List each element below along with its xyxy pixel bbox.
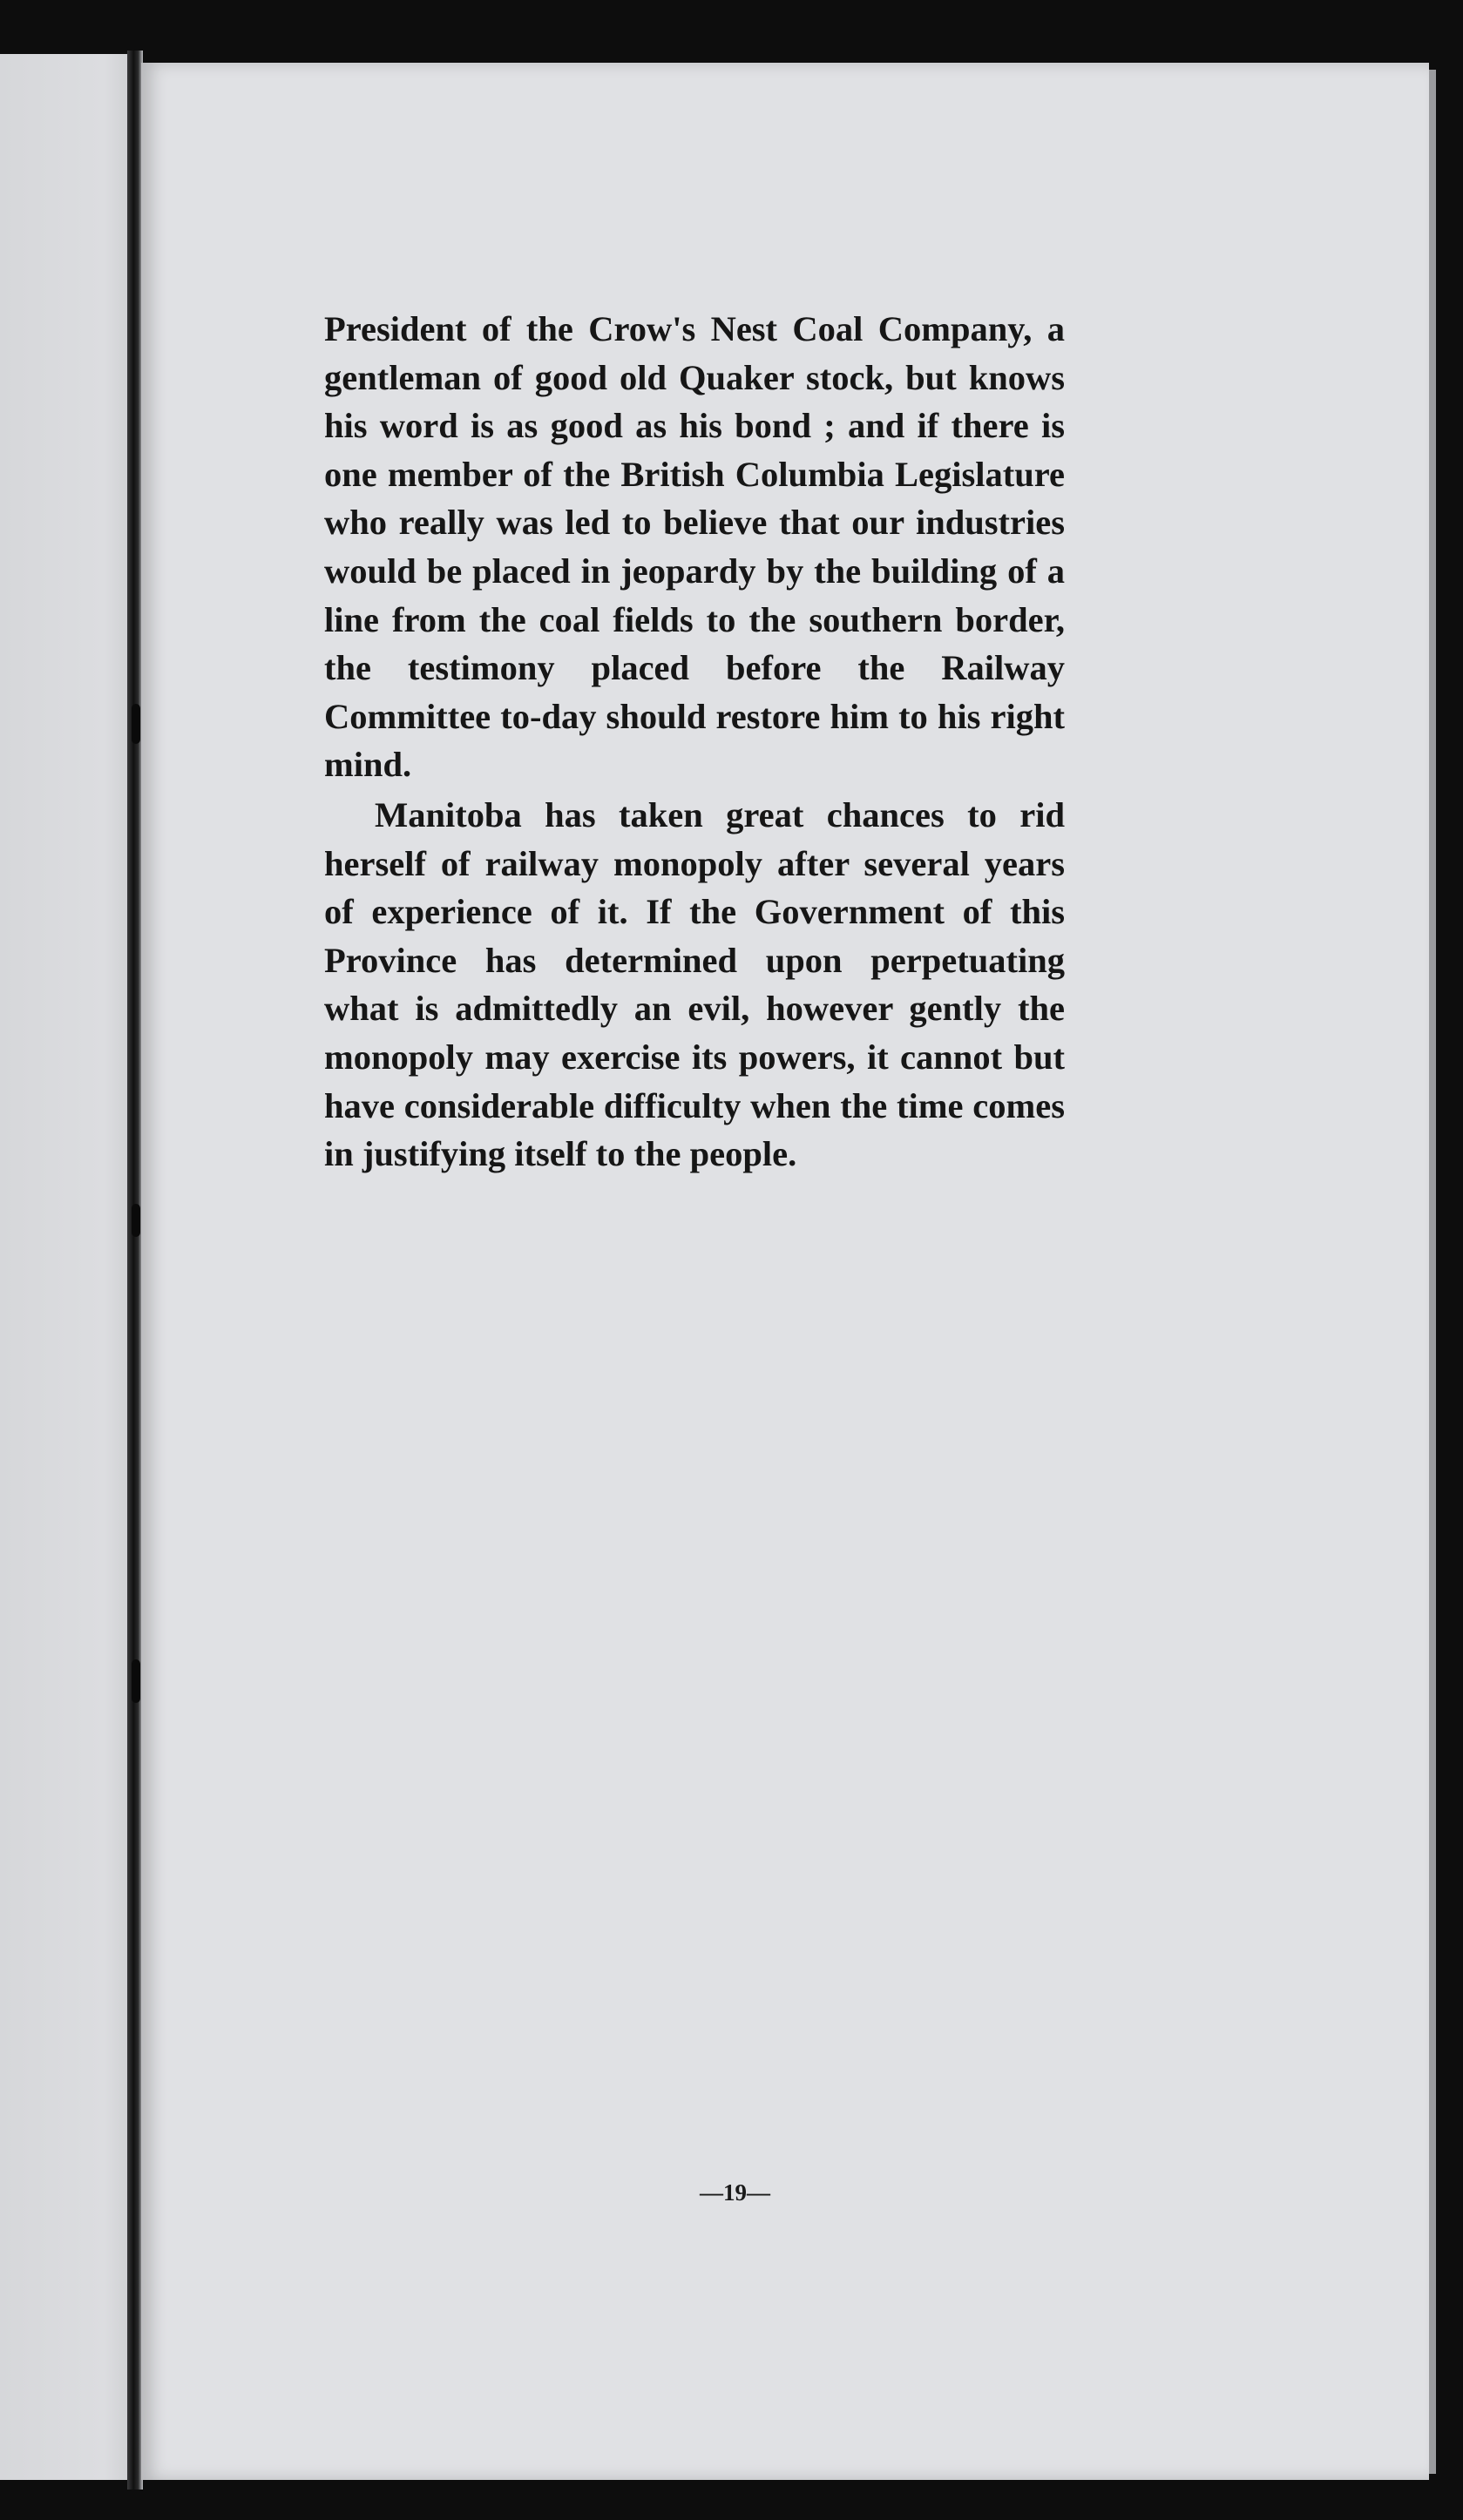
binding-stitch-mark	[132, 1659, 140, 1703]
body-text	[324, 305, 1065, 1179]
page-number: —19—	[700, 2179, 770, 2206]
paragraph-2: Manitoba has taken great chances to rid herself of railway monopoly after several years of experience of it. If the Government of this Province has determined upon perpetuating what is admittedly an evil, however gently the monopoly may exercise its powers, it cannot but have considerable difficulty when the time comes in justifying itself to the people.	[324, 794, 1065, 1174]
page-right-edge	[1429, 70, 1436, 2474]
binding-stitch-mark	[132, 704, 140, 744]
paragraph-1: President of the Crow's Nest Coal Company, a gentleman of good old Quaker stock, but knows his word is as good as his bond ; and if there is one member of the British Columbia Legislature who really was led to believe that our industries would be placed in jeopardy by the building of a line from the coal fields to the southern border, the testimony placed before the Railway Committee to-day should restore him to his right mind.	[324, 309, 1065, 785]
facing-page-edge	[0, 54, 131, 2480]
binding-stitch-mark	[132, 1204, 140, 1237]
page-number-container	[0, 2179, 1463, 2206]
